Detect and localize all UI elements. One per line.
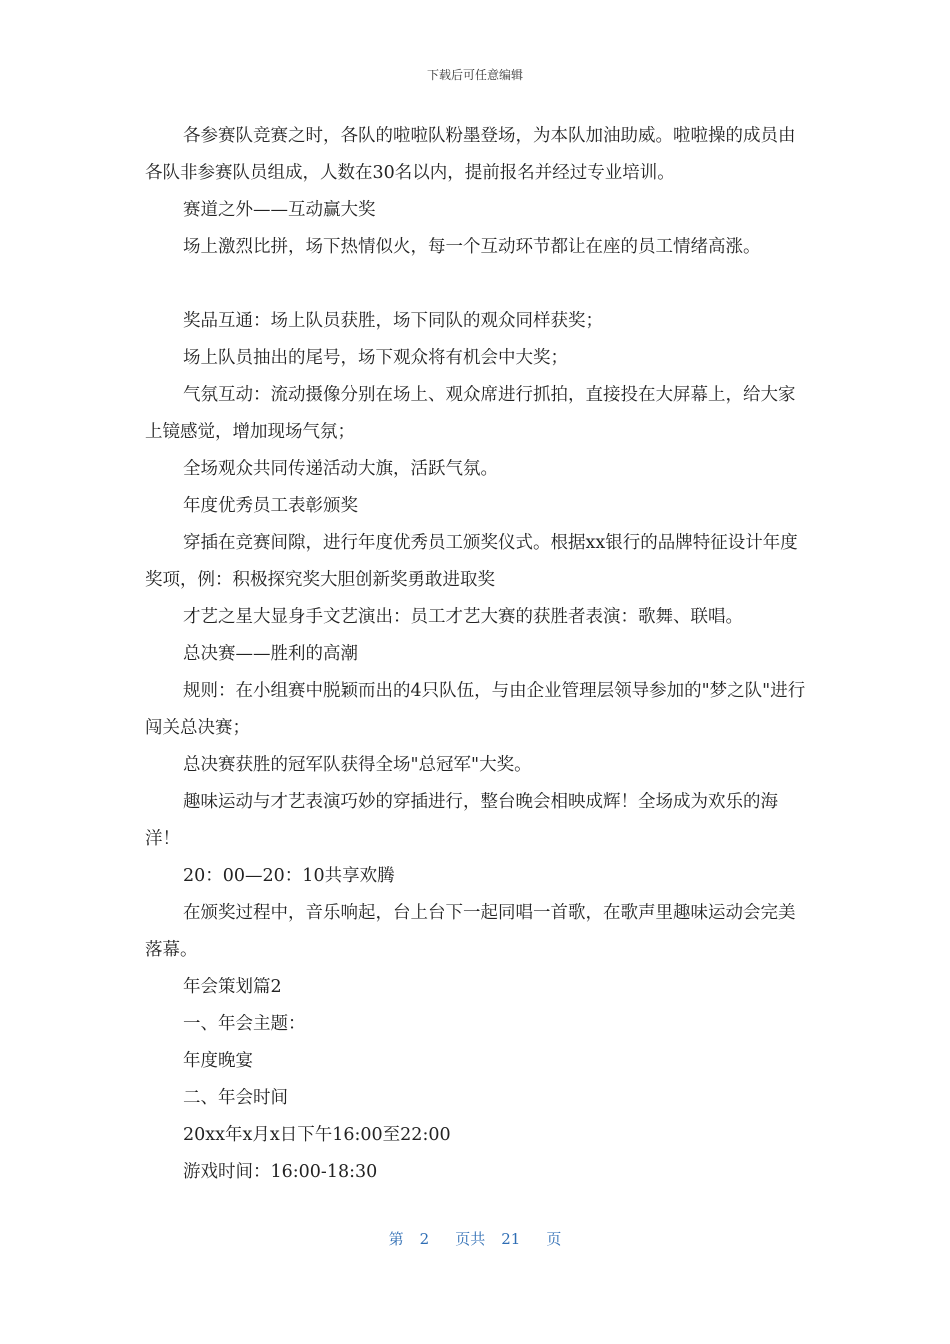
paragraph: 赛道之外——互动赢大奖	[183, 200, 376, 220]
paragraph: 场上激烈比拼，场下热情似火，每一个互动环节都让在座的员工情绪高涨。	[183, 237, 761, 257]
page-header: 下载后可任意编辑	[426, 68, 523, 82]
footer-word-ye: 页	[546, 1230, 562, 1248]
footer-word-di: 第	[388, 1230, 404, 1248]
paragraph: 奖品互通：场上队员获胜，场下同队的观众同样获奖；	[183, 311, 603, 331]
footer-word-ye-gong: 页共	[455, 1230, 486, 1248]
paragraph: 才艺之星大显身手文艺演出：员工才艺大赛的获胜者表演：歌舞、联唱。	[183, 607, 743, 627]
paragraph: 一、年会主题：	[183, 1014, 306, 1034]
paragraph: 总决赛获胜的冠军队获得全场"总冠军"大奖。	[183, 755, 532, 775]
paragraph: 气氛互动：流动摄像分别在场上、观众席进行抓拍，直接投在大屏幕上，给大家上镜感觉，增加现场气氛；	[145, 385, 796, 442]
paragraph: 二、年会时间	[183, 1088, 288, 1108]
paragraph: 全场观众共同传递活动大旗，活跃气氛。	[183, 459, 498, 479]
footer-current-page: 2	[419, 1230, 430, 1248]
paragraph: 穿插在竞赛间隙，进行年度优秀员工颁奖仪式。根据xx银行的品牌特征设计年度奖项，例：积极探究奖大胆创新奖勇敢进取奖	[145, 533, 798, 590]
blank-line	[145, 266, 810, 303]
paragraph: 游戏时间：16:00-18:30	[183, 1162, 378, 1182]
paragraph: 年度优秀员工表彰颁奖	[183, 496, 358, 516]
paragraph: 20：00—20：10共享欢腾	[183, 866, 395, 886]
paragraph: 各参赛队竞赛之时，各队的啦啦队粉墨登场，为本队加油助威。啦啦操的成员由各队非参赛队员组成，人数在30名以内，提前报名并经过专业培训。	[145, 126, 796, 183]
paragraph: 在颁奖过程中，音乐响起，台上台下一起同唱一首歌，在歌声里趣味运动会完美落幕。	[145, 903, 796, 960]
paragraph: 趣味运动与才艺表演巧妙的穿插进行，整台晚会相映成辉！全场成为欢乐的海洋！	[145, 792, 778, 849]
paragraph: 总决赛——胜利的高潮	[183, 644, 358, 664]
document-body	[145, 118, 810, 1191]
paragraph: 规则：在小组赛中脱颖而出的4只队伍，与由企业管理层领导参加的"梦之队"进行闯关总决赛；	[145, 681, 806, 738]
paragraph: 年会策划篇2	[183, 977, 282, 997]
footer-total-pages: 21	[501, 1230, 521, 1248]
paragraph: 年度晚宴	[183, 1051, 253, 1071]
paragraph: 场上队员抽出的尾号，场下观众将有机会中大奖；	[183, 348, 568, 368]
page-footer	[0, 1228, 950, 1249]
paragraph: 20xx年x月x日下午16:00至22:00	[183, 1125, 451, 1145]
